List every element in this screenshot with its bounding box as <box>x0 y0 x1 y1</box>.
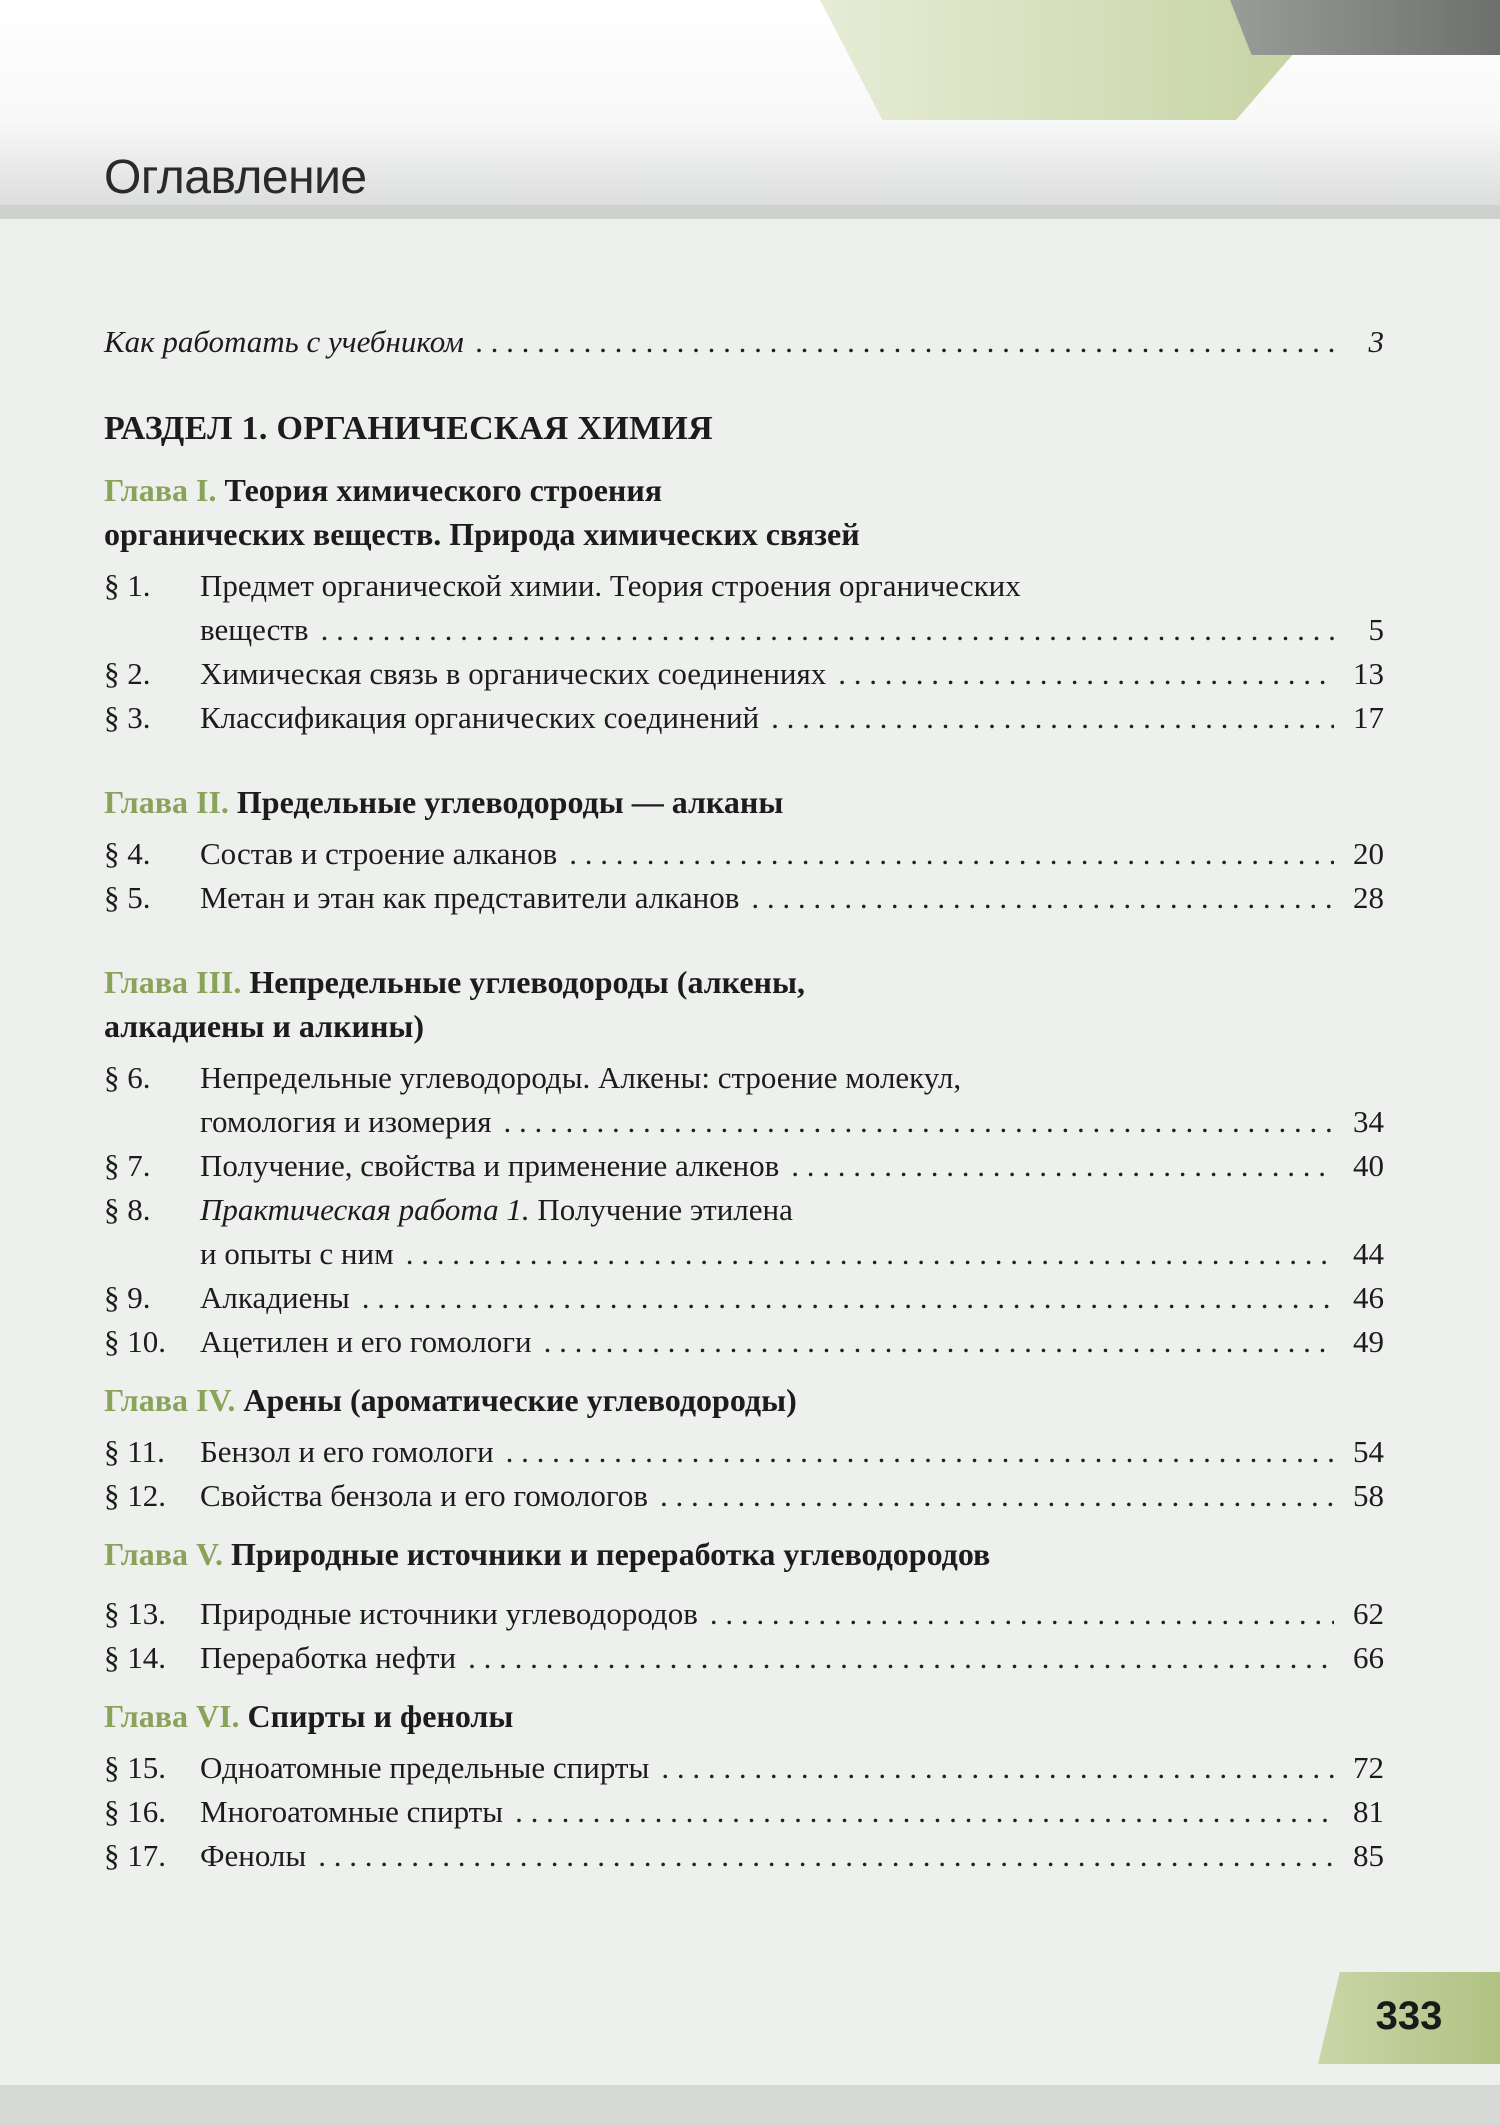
toc-entry-title: Получение этилена <box>537 1192 793 1227</box>
toc-entry-title: Как работать с учебником <box>104 324 464 359</box>
toc-entry-page: 85 <box>1353 1838 1384 1873</box>
toc-entry-p8[interactable] <box>104 1188 1384 1276</box>
dot-leader <box>791 1144 1334 1188</box>
footer-band <box>0 2085 1500 2125</box>
toc-entry-page: 54 <box>1353 1434 1384 1469</box>
toc-entry-p15[interactable] <box>104 1746 1384 1790</box>
toc-entry-title: Непредельные углеводороды. Алкены: строение молекул, <box>200 1060 962 1095</box>
toc-entry-p7[interactable] <box>104 1144 1384 1188</box>
toc-entry-number: § 13. <box>104 1596 166 1631</box>
toc-entry-page: 28 <box>1353 880 1384 915</box>
toc-entry-title: Многоатомные спирты <box>200 1794 504 1829</box>
toc-entry-page: 34 <box>1353 1104 1384 1139</box>
toc-entry-title: Химическая связь в органических соединениях <box>200 656 827 691</box>
toc-entry-number: § 4. <box>104 836 151 871</box>
toc-entry-title: Получение, свойства и применение алкенов <box>200 1148 780 1183</box>
page-title: Оглавление <box>104 151 367 204</box>
table-of-contents <box>104 320 1384 1878</box>
chapter-title: Спирты и фенолы <box>247 1698 514 1734</box>
toc-entry-number: § 12. <box>104 1478 166 1513</box>
toc-entry-title: Классификация органических соединений <box>200 700 760 735</box>
dot-leader <box>506 1430 1334 1474</box>
chapter-title: Природные источники и переработка углеводородов <box>230 1536 991 1572</box>
header-divider <box>0 205 1500 219</box>
toc-entry-p3[interactable] <box>104 696 1384 740</box>
toc-entry-title-cont: гомология и изомерия <box>200 1104 492 1139</box>
chapter-title-cont: алкадиены и алкины) <box>104 1008 425 1044</box>
chapter-heading-4[interactable] <box>104 1378 1384 1422</box>
chapter-label: Глава VI. <box>104 1698 240 1734</box>
dot-leader <box>515 1790 1334 1834</box>
chapter-label: Глава V. <box>104 1536 223 1572</box>
chapter-title: Предельные углеводороды — алканы <box>236 784 784 820</box>
toc-entry-number: § 9. <box>104 1280 151 1315</box>
dot-leader <box>660 1474 1334 1518</box>
toc-entry-p5[interactable] <box>104 876 1384 920</box>
toc-entry-title: Природные источники углеводородов <box>200 1596 698 1631</box>
dot-leader <box>362 1276 1334 1320</box>
toc-entry-number: § 2. <box>104 656 151 691</box>
toc-entry-page: 17 <box>1353 700 1384 735</box>
toc-entry-page: 40 <box>1353 1148 1384 1183</box>
chapter-label: Глава IV. <box>104 1382 236 1418</box>
page-number: 333 <box>1375 1994 1443 2038</box>
chapter-heading-2[interactable] <box>104 780 1384 824</box>
dot-leader <box>406 1232 1334 1276</box>
toc-entry-page: 58 <box>1353 1478 1384 1513</box>
dot-leader <box>318 1834 1334 1878</box>
toc-entry-title: Бензол и его гомологи <box>200 1434 494 1469</box>
toc-entry-number: § 6. <box>104 1060 151 1095</box>
header-decor-dark <box>1230 0 1500 55</box>
toc-entry-p11[interactable] <box>104 1430 1384 1474</box>
toc-entry-page: 5 <box>1368 612 1384 647</box>
chapter-label: Глава II. <box>104 784 229 820</box>
chapter-heading-5[interactable] <box>104 1532 1384 1576</box>
chapter-heading-1[interactable] <box>104 468 1384 556</box>
toc-entry-number: § 8. <box>104 1192 151 1227</box>
dot-leader <box>710 1592 1334 1636</box>
toc-entry-p13[interactable] <box>104 1592 1384 1636</box>
toc-entry-number: § 1. <box>104 568 151 603</box>
toc-entry-title-cont: и опыты с ним <box>200 1236 394 1271</box>
toc-entry-number: § 7. <box>104 1148 151 1183</box>
toc-entry-title-cont: веществ <box>200 612 309 647</box>
toc-entry-title: Алкадиены <box>200 1280 350 1315</box>
toc-entry-title: Состав и строение алканов <box>200 836 558 871</box>
toc-entry-title: Предмет органической химии. Теория строения органических <box>200 568 1021 603</box>
toc-entry-p6[interactable] <box>104 1056 1384 1144</box>
toc-entry-page: 20 <box>1353 836 1384 871</box>
chapter-title: Арены (ароматические углеводороды) <box>243 1382 797 1418</box>
toc-entry-page: 72 <box>1353 1750 1384 1785</box>
toc-entry-page: 46 <box>1353 1280 1384 1315</box>
dot-leader <box>468 1636 1334 1680</box>
chapter-title: Непредельные углеводороды (алкены, <box>249 964 805 1000</box>
chapter-label: Глава III. <box>104 964 242 1000</box>
dot-leader <box>751 876 1334 920</box>
toc-entry-title: Фенолы <box>200 1838 307 1873</box>
toc-entry-number: § 17. <box>104 1838 166 1873</box>
toc-entry-page: 3 <box>1368 324 1384 359</box>
toc-entry-p17[interactable] <box>104 1834 1384 1878</box>
toc-entry-number: § 10. <box>104 1324 166 1359</box>
toc-entry-p14[interactable] <box>104 1636 1384 1680</box>
toc-entry-number: § 15. <box>104 1750 166 1785</box>
dot-leader <box>661 1746 1334 1790</box>
toc-entry-page: 49 <box>1353 1324 1384 1359</box>
toc-entry-p12[interactable] <box>104 1474 1384 1518</box>
chapter-heading-3[interactable] <box>104 960 1384 1048</box>
toc-entry-number: § 3. <box>104 700 151 735</box>
dot-leader <box>569 832 1334 876</box>
dot-leader <box>838 652 1334 696</box>
toc-entry-title: Свойства бензола и его гомологов <box>200 1478 648 1513</box>
toc-entry-title: Метан и этан как представители алканов <box>200 880 740 915</box>
toc-entry-p1[interactable] <box>104 564 1384 652</box>
toc-entry-intro[interactable] <box>104 320 1384 364</box>
toc-entry-page: 44 <box>1353 1236 1384 1271</box>
dot-leader <box>771 696 1334 740</box>
toc-entry-number: § 11. <box>104 1434 165 1469</box>
toc-entry-page: 81 <box>1353 1794 1384 1829</box>
toc-entry-p9[interactable] <box>104 1276 1384 1320</box>
toc-entry-number: § 5. <box>104 880 151 915</box>
toc-entry-page: 66 <box>1353 1640 1384 1675</box>
toc-entry-title: Переработка нефти <box>200 1640 457 1675</box>
chapter-title: Теория химического строения <box>224 472 663 508</box>
section-title: РАЗДЕЛ 1. ОРГАНИЧЕСКАЯ ХИМИЯ <box>104 410 713 447</box>
toc-entry-title: Одноатомные предельные спирты <box>200 1750 650 1785</box>
toc-entry-page: 62 <box>1353 1596 1384 1631</box>
chapter-heading-6[interactable] <box>104 1694 1384 1738</box>
toc-entry-p10[interactable] <box>104 1320 1384 1364</box>
toc-entry-p4[interactable] <box>104 832 1384 876</box>
toc-entry-title-italic: Практическая работа 1. <box>200 1192 530 1227</box>
chapter-title-cont: органических веществ. Природа химических связей <box>104 516 860 552</box>
dot-leader <box>503 1100 1334 1144</box>
dot-leader <box>321 608 1334 652</box>
toc-entry-body <box>104 320 1384 364</box>
dot-leader <box>544 1320 1334 1364</box>
toc-entry-page: 13 <box>1353 656 1384 691</box>
toc-entry-number: § 14. <box>104 1640 166 1675</box>
toc-entry-p2[interactable] <box>104 652 1384 696</box>
chapter-label: Глава I. <box>104 472 217 508</box>
toc-entry-p16[interactable] <box>104 1790 1384 1834</box>
dot-leader <box>476 320 1334 364</box>
toc-entry-title: Ацетилен и его гомологи <box>200 1324 532 1359</box>
toc-entry-number: § 16. <box>104 1794 166 1829</box>
